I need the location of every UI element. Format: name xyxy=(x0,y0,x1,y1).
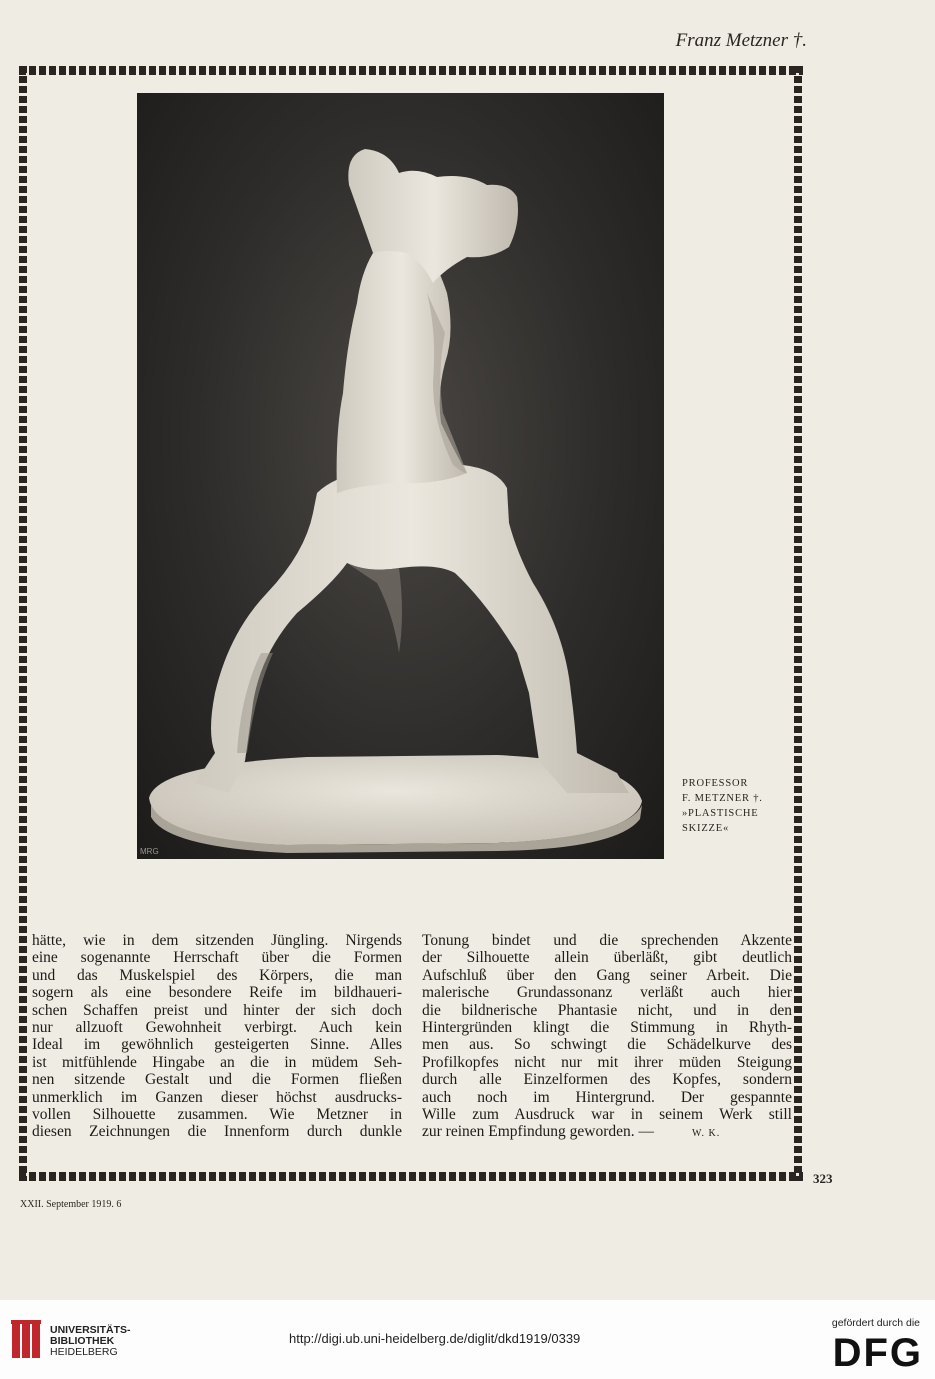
figure-caption xyxy=(682,776,763,836)
author-signature: W. K. xyxy=(692,1128,721,1140)
frame-top xyxy=(19,66,803,75)
text-line: Wille zum Ausdruck war in seinem Werk still xyxy=(422,1106,792,1124)
library-footer-bar xyxy=(0,1300,935,1379)
page-number: 323 xyxy=(813,1171,833,1186)
text-line: unmerklich im Ganzen dieser höchst ausdrucks- xyxy=(32,1088,402,1106)
library-name-line: HEIDELBERG xyxy=(50,1346,118,1358)
text-line: Aufschluß über den Gang seiner Arbeit. Die xyxy=(422,966,792,984)
caption-line: F. METZNER †. xyxy=(682,793,763,804)
issue-footer: XXII. September 1919. 6 xyxy=(20,1199,122,1210)
text-line: nur allzuoft Gewohnheit verbirgt. Auch kein xyxy=(32,1019,402,1037)
university-library-logo-icon xyxy=(11,1320,41,1360)
text-column-right xyxy=(422,932,792,1143)
library-name xyxy=(50,1325,131,1358)
text-line: hätte, wie in dem sitzenden Jüngling. Nirgends xyxy=(32,932,402,949)
text-line: eine sogenannte Herrschaft über die Formen xyxy=(32,949,402,967)
library-name-line: BIBLIOTHEK xyxy=(50,1335,115,1347)
text-line: Hintergründen klingt die Stimmung in Rhyth- xyxy=(422,1019,792,1037)
text-line-final xyxy=(422,1123,792,1142)
funding-label: gefördert durch die xyxy=(831,1317,920,1329)
sculpture-photograph xyxy=(137,93,664,859)
caption-line: PROFESSOR xyxy=(682,778,749,789)
text-line: sogern als eine besondere Reife im bildhaueri- xyxy=(32,984,402,1002)
caption-line: SKIZZE« xyxy=(682,823,730,834)
library-name-line: UNIVERSITÄTS- xyxy=(50,1324,131,1336)
text-line: und das Muskelspiel des Körpers, die man xyxy=(32,966,402,984)
text-line: durch alle Einzelformen des Kopfes, sondern xyxy=(422,1071,792,1089)
text-line: men aus. So schwingt die Schädelkurve des xyxy=(422,1036,792,1054)
frame-right xyxy=(794,66,802,1181)
photographer-mark: MRG xyxy=(140,847,159,856)
frame-left xyxy=(19,66,27,1181)
text-line: Profilkopfes nicht nur mit ihrer müden Steigung xyxy=(422,1053,792,1071)
text-line: auch noch im Hintergrund. Der gespannte xyxy=(422,1088,792,1106)
text-line: Ideal im gewöhnlich gesteigerten Sinne. Alles xyxy=(32,1036,402,1054)
text-line: die bildnerische Phantasie nicht, und in den xyxy=(422,1001,792,1019)
text-column-left xyxy=(32,932,402,1141)
text-line: diesen Zeichnungen die Innenform durch dunkle xyxy=(32,1123,402,1141)
caption-line: »PLASTISCHE xyxy=(682,808,759,819)
text-line: der Silhouette allein überläßt, gibt deutlich xyxy=(422,949,792,967)
text-line: nen sitzende Gestalt und die Formen fließen xyxy=(32,1071,402,1089)
dfg-logo: DFG xyxy=(832,1331,923,1375)
text-line: Tonung bindet und die sprechenden Akzente xyxy=(422,932,792,949)
text-line: schen Schaffen preist und hinter der sich doch xyxy=(32,1001,402,1019)
text-line: vollen Silhouette zusammen. Wie Metzner in xyxy=(32,1106,402,1124)
permalink-url[interactable]: http://digi.ub.uni-heidelberg.de/diglit/dkd1919/0339 xyxy=(289,1331,581,1346)
sculpture-drawing xyxy=(137,93,664,859)
frame-bottom xyxy=(19,1172,803,1181)
text-line: ist mitfühlende Hingabe an die in müdem Seh- xyxy=(32,1053,402,1071)
closing-sentence: zur reinen Empfindung geworden. — xyxy=(422,1123,655,1141)
text-line: malerische Grundassonanz verläßt auch hier xyxy=(422,984,792,1002)
running-header: Franz Metzner †. xyxy=(675,30,807,51)
